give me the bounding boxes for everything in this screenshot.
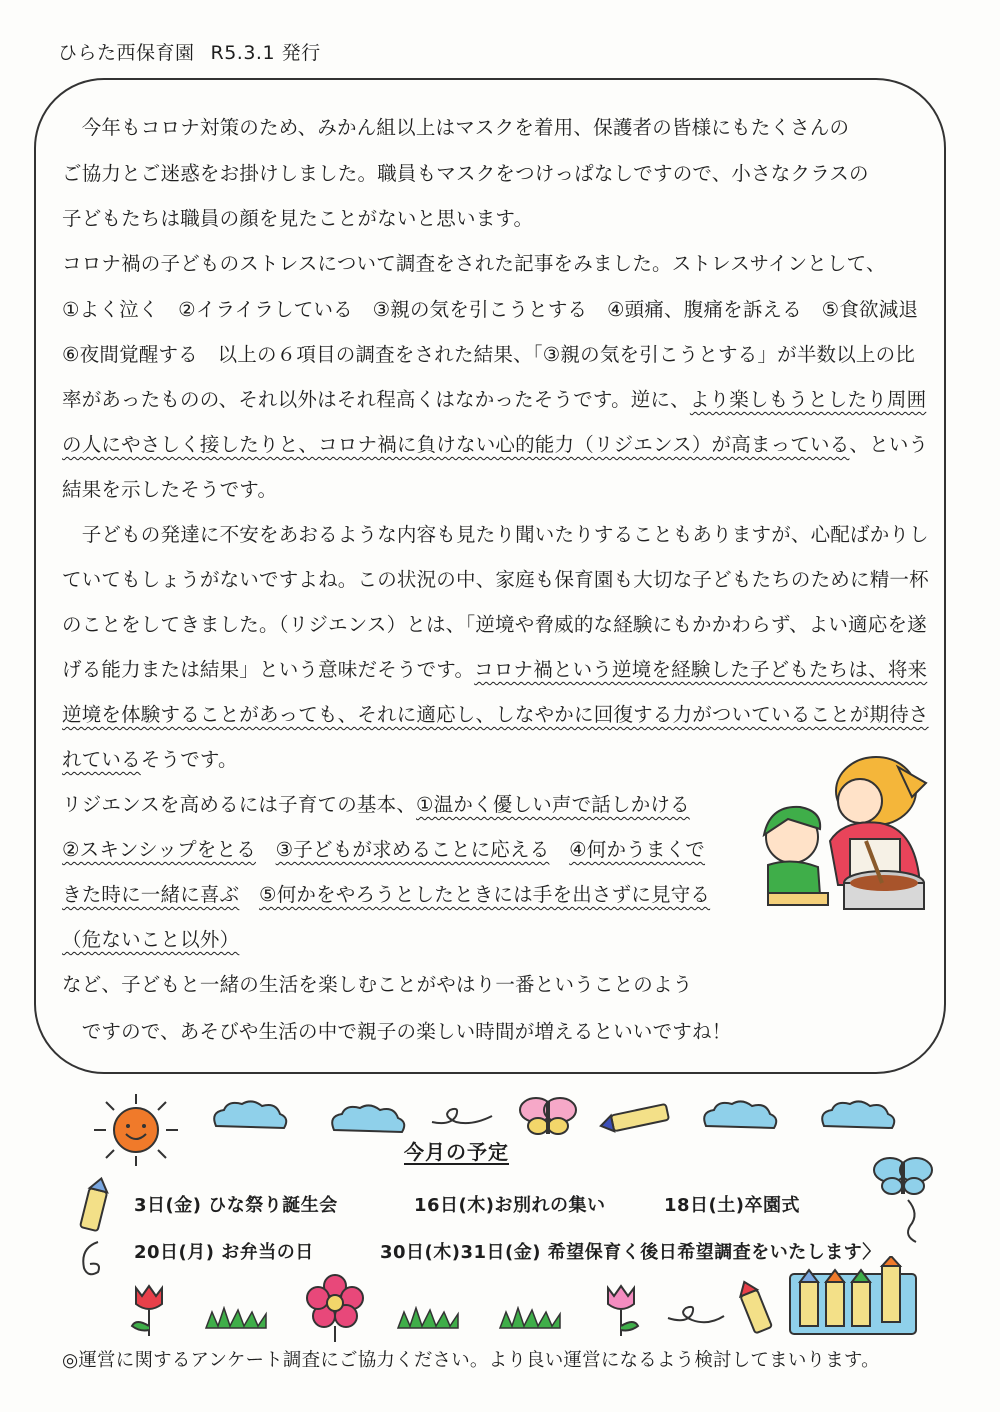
schedule-event: 30日(木)31日(金) 希望保育く後日希望調査をいたします〉 — [380, 1242, 881, 1263]
emphasized-text: 逆境を体験することがあっても、それに適応し、しなやかに回復する力がついていることが期待さ — [62, 703, 929, 726]
emphasized-text: コロナ禍という逆境を経験した子どもたちは、将来 — [474, 658, 928, 681]
swirl-icon — [430, 1104, 494, 1128]
emphasized-text: の人にやさしく接したりと、コロナ禍に負けない心的能力（リジエンス）が高まっている — [62, 433, 850, 456]
article-line — [62, 523, 929, 547]
article-line — [62, 973, 692, 997]
crayon-icon — [598, 1100, 678, 1136]
tulip-icon — [596, 1282, 646, 1338]
article-line — [62, 838, 705, 862]
article-line — [62, 162, 869, 186]
emphasized-text: ⑤何かをやろうとしたときには手を出さずに見守る — [259, 883, 711, 906]
school-name: ひらた西保育園 — [58, 42, 195, 64]
article-line — [62, 388, 926, 412]
schedule-event: 3日(金) ひな祭り誕生会 — [134, 1195, 338, 1216]
text-segment: リジエンスを高めるには子育ての基本、 — [62, 793, 417, 816]
cloud-icon — [700, 1098, 780, 1134]
grass-icon — [396, 1306, 460, 1330]
text-segment: コロナ禍の子どものストレスについて調査をされた記事をみました。ストレスサインとして、 — [62, 252, 886, 275]
emphasized-text: ③子どもが求めることに応える — [275, 838, 550, 861]
text-segment: 子どもの発達に不安をあおるような内容も見たり聞いたりすることもありますが、心配ばかりし — [62, 523, 929, 546]
sun-icon — [86, 1090, 186, 1170]
tulip-icon — [124, 1282, 174, 1338]
article-line — [62, 116, 849, 140]
cloud-icon — [328, 1102, 408, 1138]
text-segment: 結果を示したそうです。 — [62, 478, 278, 501]
emphasized-text: （危ないこと以外） — [62, 928, 240, 951]
text-segment: 子どもたちは職員の顔を見たことがないと思います。 — [62, 207, 534, 230]
grass-icon — [204, 1306, 268, 1330]
schedule-title: 今月の予定 — [404, 1140, 509, 1164]
emphasized-text: より楽しもうとしたり周囲 — [689, 388, 927, 411]
schedule-event: 16日(木)お別れの集い — [414, 1195, 606, 1216]
emphasized-text: ②スキンシップをとる — [62, 838, 256, 861]
article-line — [62, 252, 886, 276]
swirl-icon — [74, 1238, 110, 1282]
article-line — [62, 1020, 731, 1044]
schedule-event: 18日(土)卒園式 — [664, 1195, 801, 1216]
swirl-icon — [666, 1300, 726, 1328]
article-line — [62, 748, 238, 772]
text-segment: 率があったものの、それ以外はそれ程高くはなかったそうです。逆に、 — [62, 388, 690, 411]
article-line — [62, 478, 277, 502]
cloud-icon — [210, 1098, 290, 1134]
text-segment — [256, 838, 276, 861]
crayon-icon — [734, 1278, 774, 1334]
text-segment: ていてもしょうがないですよね。この状況の中、家庭も保育園も大切な子どもたちのために精一杯 — [62, 568, 929, 591]
article-line — [62, 613, 927, 637]
text-segment: そうです。 — [140, 748, 238, 771]
cloud-icon — [818, 1098, 898, 1134]
emphasized-text: ④何かうまくで — [569, 838, 706, 861]
crayon-box-icon — [786, 1256, 920, 1338]
emphasized-text: ①温かく優しい声で話しかける — [416, 793, 690, 816]
text-segment: ①よく泣く ②イライラしている ③親の気を引こうとする ④頭痛、腹痛を訴える ⑤食欲減退 — [62, 298, 919, 321]
text-segment: 今年もコロナ対策のため、みかん組以上はマスクを着用、保護者の皆様にもたくさんの — [62, 116, 850, 139]
flower-icon — [300, 1272, 370, 1342]
article-line — [62, 343, 915, 367]
header — [58, 38, 321, 65]
text-segment: 、という — [849, 433, 929, 456]
text-segment: など、子どもと一緒の生活を楽しむことがやはり一番ということのよう — [62, 973, 693, 996]
butterfly-icon — [868, 1148, 938, 1244]
emphasized-text: れている — [62, 748, 141, 771]
schedule-event: 20日(月) お弁当の日 — [134, 1242, 314, 1263]
article-line — [62, 703, 929, 727]
grass-icon — [498, 1306, 562, 1330]
text-segment: のことをしてきました。（リジエンス）とは、「逆境や脅威的な経験にもかかわらず、よい適応を遂 — [62, 613, 927, 636]
footer-note: ◎運営に関するアンケート調査にご協力ください。より良い運営になるよう検討してまいります。 — [62, 1350, 880, 1371]
text-segment: ですので、あそびや生活の中で親子の楽しい時間が増えるといいですね！ — [62, 1020, 732, 1043]
crayon-icon — [76, 1176, 116, 1232]
article-line — [62, 928, 239, 952]
text-segment — [239, 883, 259, 906]
article-line — [62, 433, 928, 457]
text-segment: げる能力または結果」という意味だそうです。 — [62, 658, 475, 681]
butterfly-icon — [516, 1094, 580, 1138]
emphasized-text: きた時に一緒に喜ぶ — [62, 883, 240, 906]
article-line — [62, 658, 927, 682]
issue-date: R5.3.1 発行 — [210, 42, 321, 64]
article-line — [62, 207, 533, 231]
text-segment: ⑥夜間覚醒する 以上の６項目の調査をされた結果、「③親の気を引こうとする」が半数以上の比 — [62, 343, 916, 366]
article-line — [62, 298, 918, 322]
article-line — [62, 793, 690, 817]
mother-child-cooking-icon — [748, 745, 958, 917]
article-line — [62, 568, 929, 592]
article-line — [62, 883, 710, 907]
text-segment: ご協力とご迷惑をお掛けしました。職員もマスクをつけっぱなしですので、小さなクラスの — [62, 162, 869, 185]
text-segment — [549, 838, 569, 861]
